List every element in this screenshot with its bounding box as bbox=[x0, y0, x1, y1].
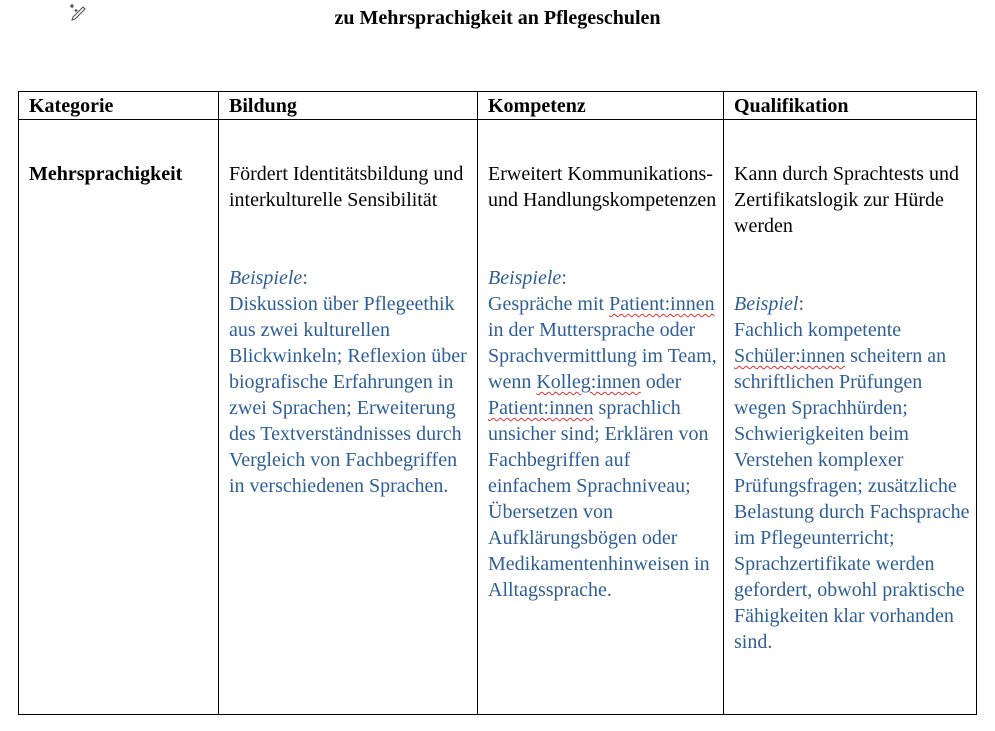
kompetenz-examples bbox=[488, 265, 717, 603]
spellcheck-word[interactable]: Patient:innen bbox=[488, 397, 594, 419]
qualifikation-description: Kann durch Sprachtests und Zertifikatslogik zur Hürde werden bbox=[734, 163, 959, 237]
colon: : bbox=[561, 267, 567, 289]
example-text-part: oder bbox=[640, 371, 682, 393]
header-kompetenz: Kompetenz bbox=[478, 92, 724, 120]
example-text-part: Fachlich kompetente bbox=[734, 319, 902, 341]
example-text-part: in der Muttersprache oder Sprachvermittlung im Team, wenn bbox=[488, 319, 717, 393]
bildung-example-text: Diskussion über Pflegeethik aus zwei kulturellen Blickwinkeln; Reflexion über biografische Erfahrungen in zwei Sprachen; Erweiterung des Textverständnisses durch Vergleich von Fachbegriffen in verschiedenen Sprachen. bbox=[229, 293, 467, 497]
cell-qualifikation bbox=[724, 120, 977, 715]
header-kategorie: Kategorie bbox=[19, 92, 219, 120]
spellcheck-word[interactable]: Schüler:innen bbox=[734, 345, 846, 367]
comparison-table bbox=[18, 91, 977, 715]
example-text-part: Gespräche mit bbox=[488, 293, 610, 315]
bildung-examples bbox=[229, 265, 471, 499]
cell-category bbox=[19, 120, 219, 715]
spellcheck-word[interactable]: Patient:innen bbox=[609, 293, 715, 315]
table-row bbox=[19, 120, 977, 715]
kompetenz-example-label: Beispiele bbox=[488, 267, 562, 289]
header-qualifikation: Qualifikation bbox=[724, 92, 977, 120]
table-header-row bbox=[19, 92, 977, 120]
colon: : bbox=[798, 293, 804, 315]
example-text-part: scheitern an schriftlichen Prüfungen wegen Sprachhürden; Schwierigkeiten beim Verstehen komplexer Prüfungsfragen; zusätzliche Belastung durch Fachsprache im Pflegeunterricht; Sprachzertifikate werden gefordert, obwohl praktische Fähigkeiten klar vorhanden sind. bbox=[734, 345, 970, 653]
cell-bildung bbox=[219, 120, 478, 715]
bildung-description: Fördert Identitätsbildung und interkulturelle Sensibilität bbox=[229, 163, 464, 211]
bildung-example-label: Beispiele bbox=[229, 267, 303, 289]
kompetenz-description: Erweitert Kommunikations- und Handlungskompetenzen bbox=[488, 163, 717, 211]
spellcheck-word[interactable]: Kolleg:innen bbox=[536, 371, 641, 393]
document-title: zu Mehrsprachigkeit an Pflegeschulen bbox=[334, 7, 661, 29]
category-label: Mehrsprachigkeit bbox=[29, 163, 183, 185]
colon: : bbox=[302, 267, 308, 289]
cell-kompetenz bbox=[478, 120, 724, 715]
qualifikation-examples bbox=[734, 291, 970, 655]
example-text-part: sprachlich unsicher sind; Erklären von Fachbegriffen auf einfachem Sprachniveau; Übersetzen von Aufklärungsbögen oder Medikamentenhinweisen in Alltagssprache. bbox=[488, 397, 710, 601]
qualifikation-example-label: Beispiel bbox=[734, 293, 799, 315]
header-bildung: Bildung bbox=[219, 92, 478, 120]
